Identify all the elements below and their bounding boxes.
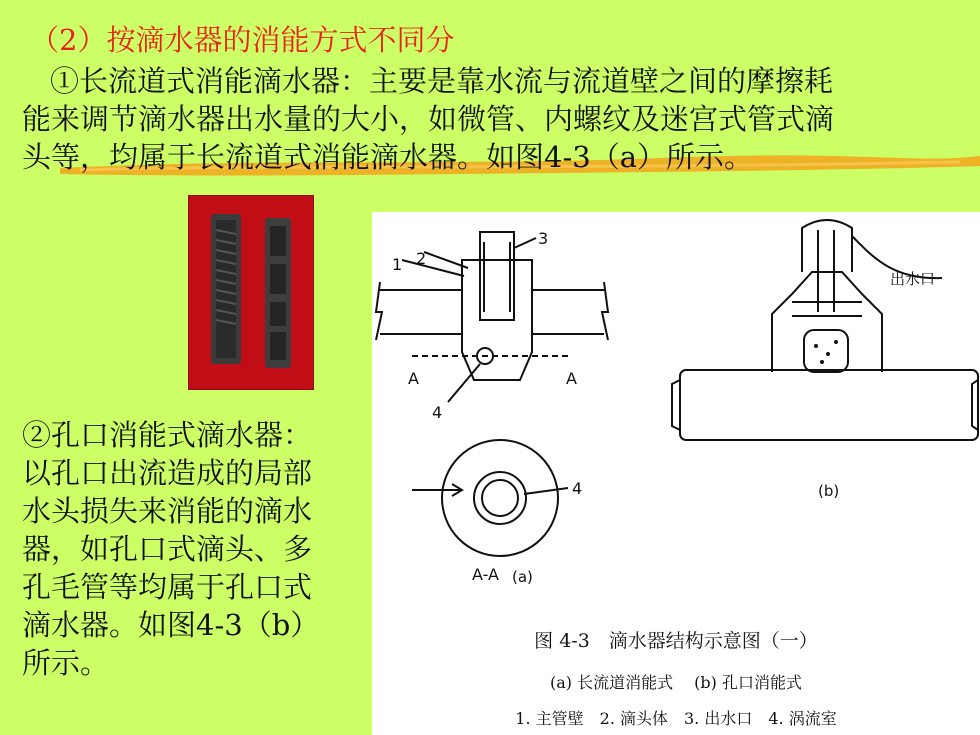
label-a-right: A xyxy=(566,369,577,388)
dripper-structure-diagram xyxy=(372,212,980,735)
label-4-top: 4 xyxy=(432,403,443,422)
para2-line-6: 滴水器。如图4-3（b） xyxy=(22,608,320,642)
label-subfig-a: (a) xyxy=(512,568,533,586)
label-a-left: A xyxy=(408,369,419,388)
emitter-photo xyxy=(188,195,314,390)
para2-line-7: 所示。 xyxy=(22,646,110,680)
para1-line-2: 能来调节滴水器出水量的大小，如微管、内螺纹及迷宫式管式滴 xyxy=(22,102,835,136)
label-3: 3 xyxy=(538,229,549,248)
label-2: 2 xyxy=(416,249,427,268)
label-1: 1 xyxy=(392,255,403,274)
para2-line-2: 以孔口出流造成的局部 xyxy=(22,456,313,490)
paragraph-orifice xyxy=(22,416,362,682)
figure-caption-subtitle: (a) 长流道消能式 (b) 孔口消能式 xyxy=(549,673,802,692)
para1-line-1: ①长流道式消能滴水器：主要是靠水流与流道壁之间的摩擦耗 xyxy=(50,64,834,98)
para1-line-3: 头等，均属于长流道式消能滴水器。如图4-3（a）所示。 xyxy=(22,140,753,174)
label-subfig-b: (b) xyxy=(818,482,840,500)
slide-heading: （2）按滴水器的消能方式不同分 xyxy=(30,23,455,57)
para2-line-3: 水头损失来消能的滴水 xyxy=(22,494,313,528)
para2-line-1: ②孔口消能式滴水器： xyxy=(22,418,313,452)
figure-caption-legend: 1. 主管壁 2. 滴头体 3. 出水口 4. 涡流室 xyxy=(515,709,837,728)
figure-caption-title: 图 4-3 滴水器结构示意图（一） xyxy=(534,630,818,652)
label-section-aa: A-A xyxy=(472,565,499,584)
paragraph-long-channel xyxy=(22,62,962,176)
figure-4-3 xyxy=(372,212,980,735)
label-4-ring: 4 xyxy=(572,479,583,498)
label-outlet: 出水口 xyxy=(890,270,936,288)
para2-line-5: 孔毛管等均属于孔口式 xyxy=(22,570,313,604)
para2-line-4: 器，如孔口式滴头、多 xyxy=(22,532,313,566)
emitter-photo-drawing xyxy=(189,196,313,389)
